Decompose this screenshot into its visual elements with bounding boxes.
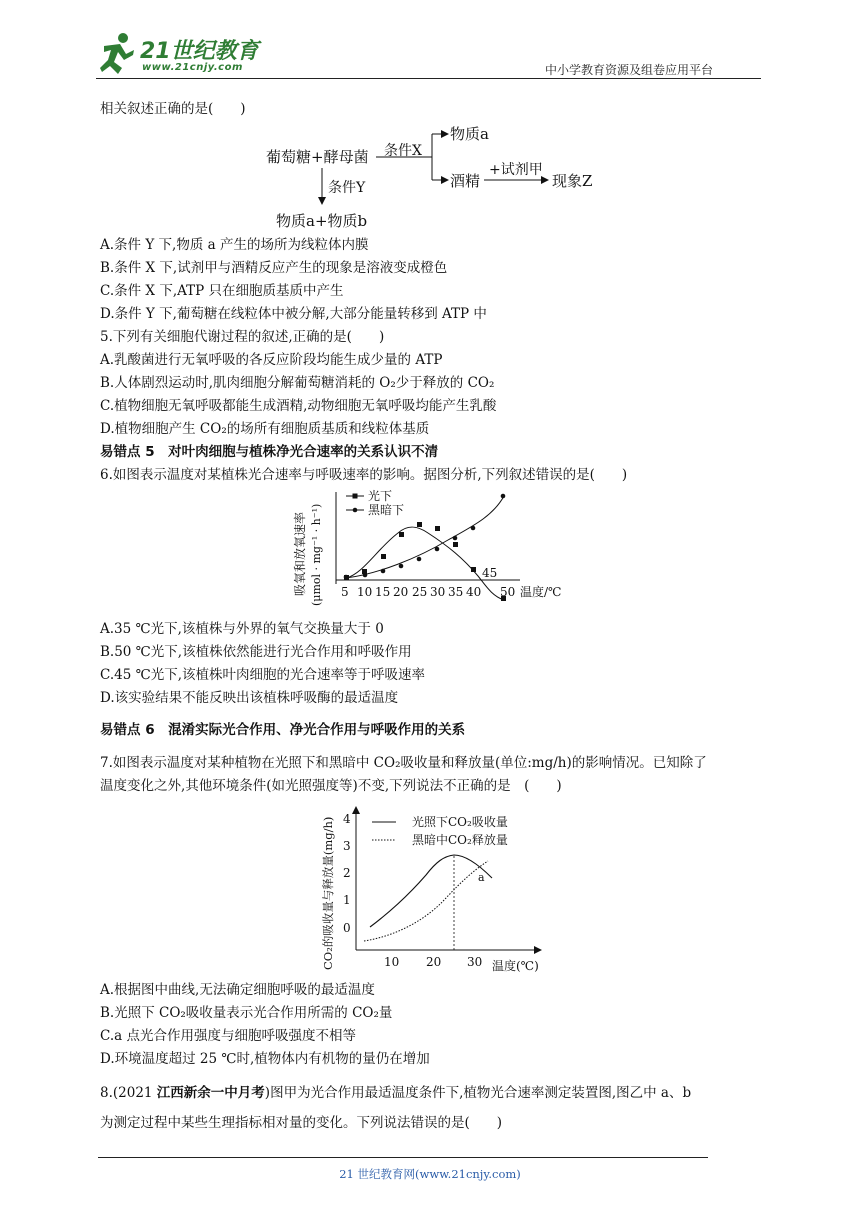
q6-option-b: B.50 ℃光下,该植株依然能进行光合作用和呼吸作用: [100, 644, 412, 660]
q6-xtick: 35: [448, 585, 464, 599]
q6-xtick: 30: [430, 585, 446, 599]
diagram-products: 物质a+物质b: [276, 212, 368, 230]
diagram-cond-y: 条件Y: [328, 180, 366, 196]
q6-option-d: D.该实验结果不能反映出该植株呼吸酶的最适温度: [100, 690, 399, 706]
q6-legend-dark: 黑暗下: [368, 503, 405, 517]
q6-dark-point: [344, 575, 349, 580]
q6-dark-point: [435, 547, 440, 552]
section-heading-6: 易错点 6 混淆实际光合作用、净光合作用与呼吸作用的关系: [100, 722, 466, 738]
q6-dark-point: [501, 494, 506, 499]
q7-x-ticks: [384, 955, 482, 969]
q7-ylabel: CO₂的吸收量与释放量(mg/h): [321, 816, 335, 970]
q4-stem-tail: 相关叙述正确的是( ): [100, 101, 246, 117]
q6-xtick: 20: [393, 585, 409, 599]
footer-text: 21 世纪教育网(www.21cnjy.com): [339, 1167, 521, 1181]
q5-option-a: A.乳酸菌进行无氧呼吸的各反应阶段均能生成少量的 ATP: [100, 352, 443, 368]
q6-xtick: 10: [357, 585, 373, 599]
q7-xtick: 10: [384, 955, 400, 969]
q6-light-point: [453, 542, 458, 547]
q8-line1-rest: )图甲为光合作用最适温度条件下,植物光合速率测定装置图,图乙中 a、b: [264, 1085, 692, 1101]
q7-ytick: 3: [343, 839, 351, 853]
q6-chart: [288, 488, 578, 616]
q6-dark-point: [417, 557, 422, 562]
q7-xlabel: 温度(℃): [492, 959, 539, 973]
q4-option-a: A.条件 Y 下,物质 a 产生的场所为线粒体内膜: [100, 237, 369, 253]
q4-option-c: C.条件 X 下,ATP 只在细胞质基质中产生: [100, 283, 344, 299]
q7-stem-line1: 7.如图表示温度对某种植物在光照下和黑暗中 CO₂吸收量和释放量(单位:mg/h)的影响情况。已知除了: [100, 755, 707, 771]
q6-dark-point: [453, 536, 458, 541]
q6-option-a: A.35 ℃光下,该植株与外界的氧气交换量大于 0: [100, 621, 384, 637]
q6-light-point: [471, 567, 476, 572]
q6-dark-point: [471, 526, 476, 531]
q7-legend-light: 光照下CO₂吸收量: [412, 815, 508, 829]
diagram-start: 葡萄糖+酵母菌: [266, 148, 369, 166]
q6-xtick: 25: [412, 585, 428, 599]
q6-xlabel: 温度/℃: [520, 585, 562, 599]
q6-legend-light-marker: [353, 494, 358, 499]
logo-url: www.21cnjy.com: [142, 62, 243, 73]
q5-option-c: C.植物细胞无氧呼吸都能生成酒精,动物细胞无氧呼吸均能产生乳酸: [100, 398, 497, 414]
footer-rule: [98, 1157, 708, 1158]
q6-light-point: [435, 526, 440, 531]
q6-light-point: [399, 532, 404, 537]
q6-dark-point: [381, 569, 386, 574]
q7-ytick: 1: [343, 893, 351, 907]
q7-point-a: a: [478, 871, 485, 884]
q7-light-curve: [370, 855, 492, 927]
q7-option-c: C.a 点光合作用强度与细胞呼吸强度不相等: [100, 1028, 356, 1044]
q6-legend-dark-marker: [353, 508, 358, 513]
q6-xtick: 40: [466, 585, 482, 599]
q7-option-b: B.光照下 CO₂吸收量表示光合作用所需的 CO₂量: [100, 1005, 393, 1021]
diagram-phenomenon: 现象Z: [552, 172, 593, 190]
q5-stem: 5.下列有关细胞代谢过程的叙述,正确的是( ): [100, 329, 385, 345]
logo: [96, 32, 266, 76]
q7-option-a: A.根据图中曲线,无法确定细胞呼吸的最适温度: [100, 982, 375, 998]
q7-dark-curve: [364, 861, 488, 941]
platform-name: 中小学教育资源及组卷应用平台: [545, 63, 714, 77]
q6-option-c: C.45 ℃光下,该植株叶肉细胞的光合速率等于呼吸速率: [100, 667, 426, 683]
q7-option-d: D.环境温度超过 25 ℃时,植物体内有机物的量仍在增加: [100, 1051, 430, 1067]
q6-xtick: 5: [341, 585, 349, 599]
runner-logo-icon: [96, 32, 136, 76]
q8-stem-line1: [100, 1083, 691, 1103]
diagram-reagent: +试剂甲: [489, 162, 543, 178]
q7-ytick: 0: [343, 921, 351, 935]
q7-xtick: 30: [467, 955, 483, 969]
section-heading-5: 易错点 5 对叶肉细胞与植株净光合速率的关系认识不清: [100, 444, 439, 460]
diagram-alcohol: 酒精: [450, 172, 481, 190]
q6-dark-point: [363, 573, 368, 578]
diagram-cond-x: 条件X: [384, 143, 422, 159]
q8-stem-line2: 为测定过程中某些生理指标相对量的变化。下列说法错误的是( ): [100, 1115, 503, 1131]
q8-source: 江西新余一中月考: [156, 1085, 265, 1101]
header: [0, 0, 860, 80]
q6-light-point: [417, 522, 422, 527]
q6-xtick: 50: [500, 585, 516, 599]
q7-ytick: 2: [343, 866, 351, 880]
q7-y-ticks: [343, 812, 351, 935]
q6-stem: 6.如图表示温度对某植株光合速率与呼吸速率的影响。据图分析,下列叙述错误的是( ): [100, 467, 628, 483]
q6-xtick: 15: [375, 585, 391, 599]
q4-option-b: B.条件 X 下,试剂甲与酒精反应产生的现象是溶液变成橙色: [100, 260, 448, 276]
q6-legend-light: 光下: [368, 489, 393, 503]
q6-annotation-45: 45: [482, 566, 498, 580]
header-rule: [96, 78, 761, 79]
q4-flow-diagram: [262, 122, 622, 232]
q6-x-ticks: [341, 585, 515, 599]
q4-option-d: D.条件 Y 下,葡萄糖在线粒体中被分解,大部分能量转移到 ATP 中: [100, 306, 487, 322]
q7-stem-line2: 温度变化之外,其他环境条件(如光照强度等)不变,下列说法不正确的是 ( ): [100, 778, 562, 794]
q7-chart: [316, 800, 566, 980]
q6-light-point: [381, 554, 386, 559]
q5-option-d: D.植物细胞产生 CO₂的场所有细胞质基质和线粒体基质: [100, 421, 430, 437]
q7-xtick: 20: [426, 955, 442, 969]
diagram-substance-a: 物质a: [450, 125, 489, 143]
q6-ylabel-unit: (μmol · mg⁻¹ · h⁻¹): [310, 503, 323, 606]
q7-ytick: 4: [343, 812, 351, 826]
q8-prefix: 8.(2021: [100, 1085, 157, 1101]
q7-legend-dark: 黑暗中CO₂释放量: [412, 833, 508, 847]
q6-ylabel: 吸氧和放氧速率: [293, 511, 307, 596]
q6-dark-point: [399, 564, 404, 569]
logo-text: 21世纪教育: [140, 39, 259, 64]
q5-option-b: B.人体剧烈运动时,肌肉细胞分解葡萄糖消耗的 O₂少于释放的 CO₂: [100, 375, 495, 391]
